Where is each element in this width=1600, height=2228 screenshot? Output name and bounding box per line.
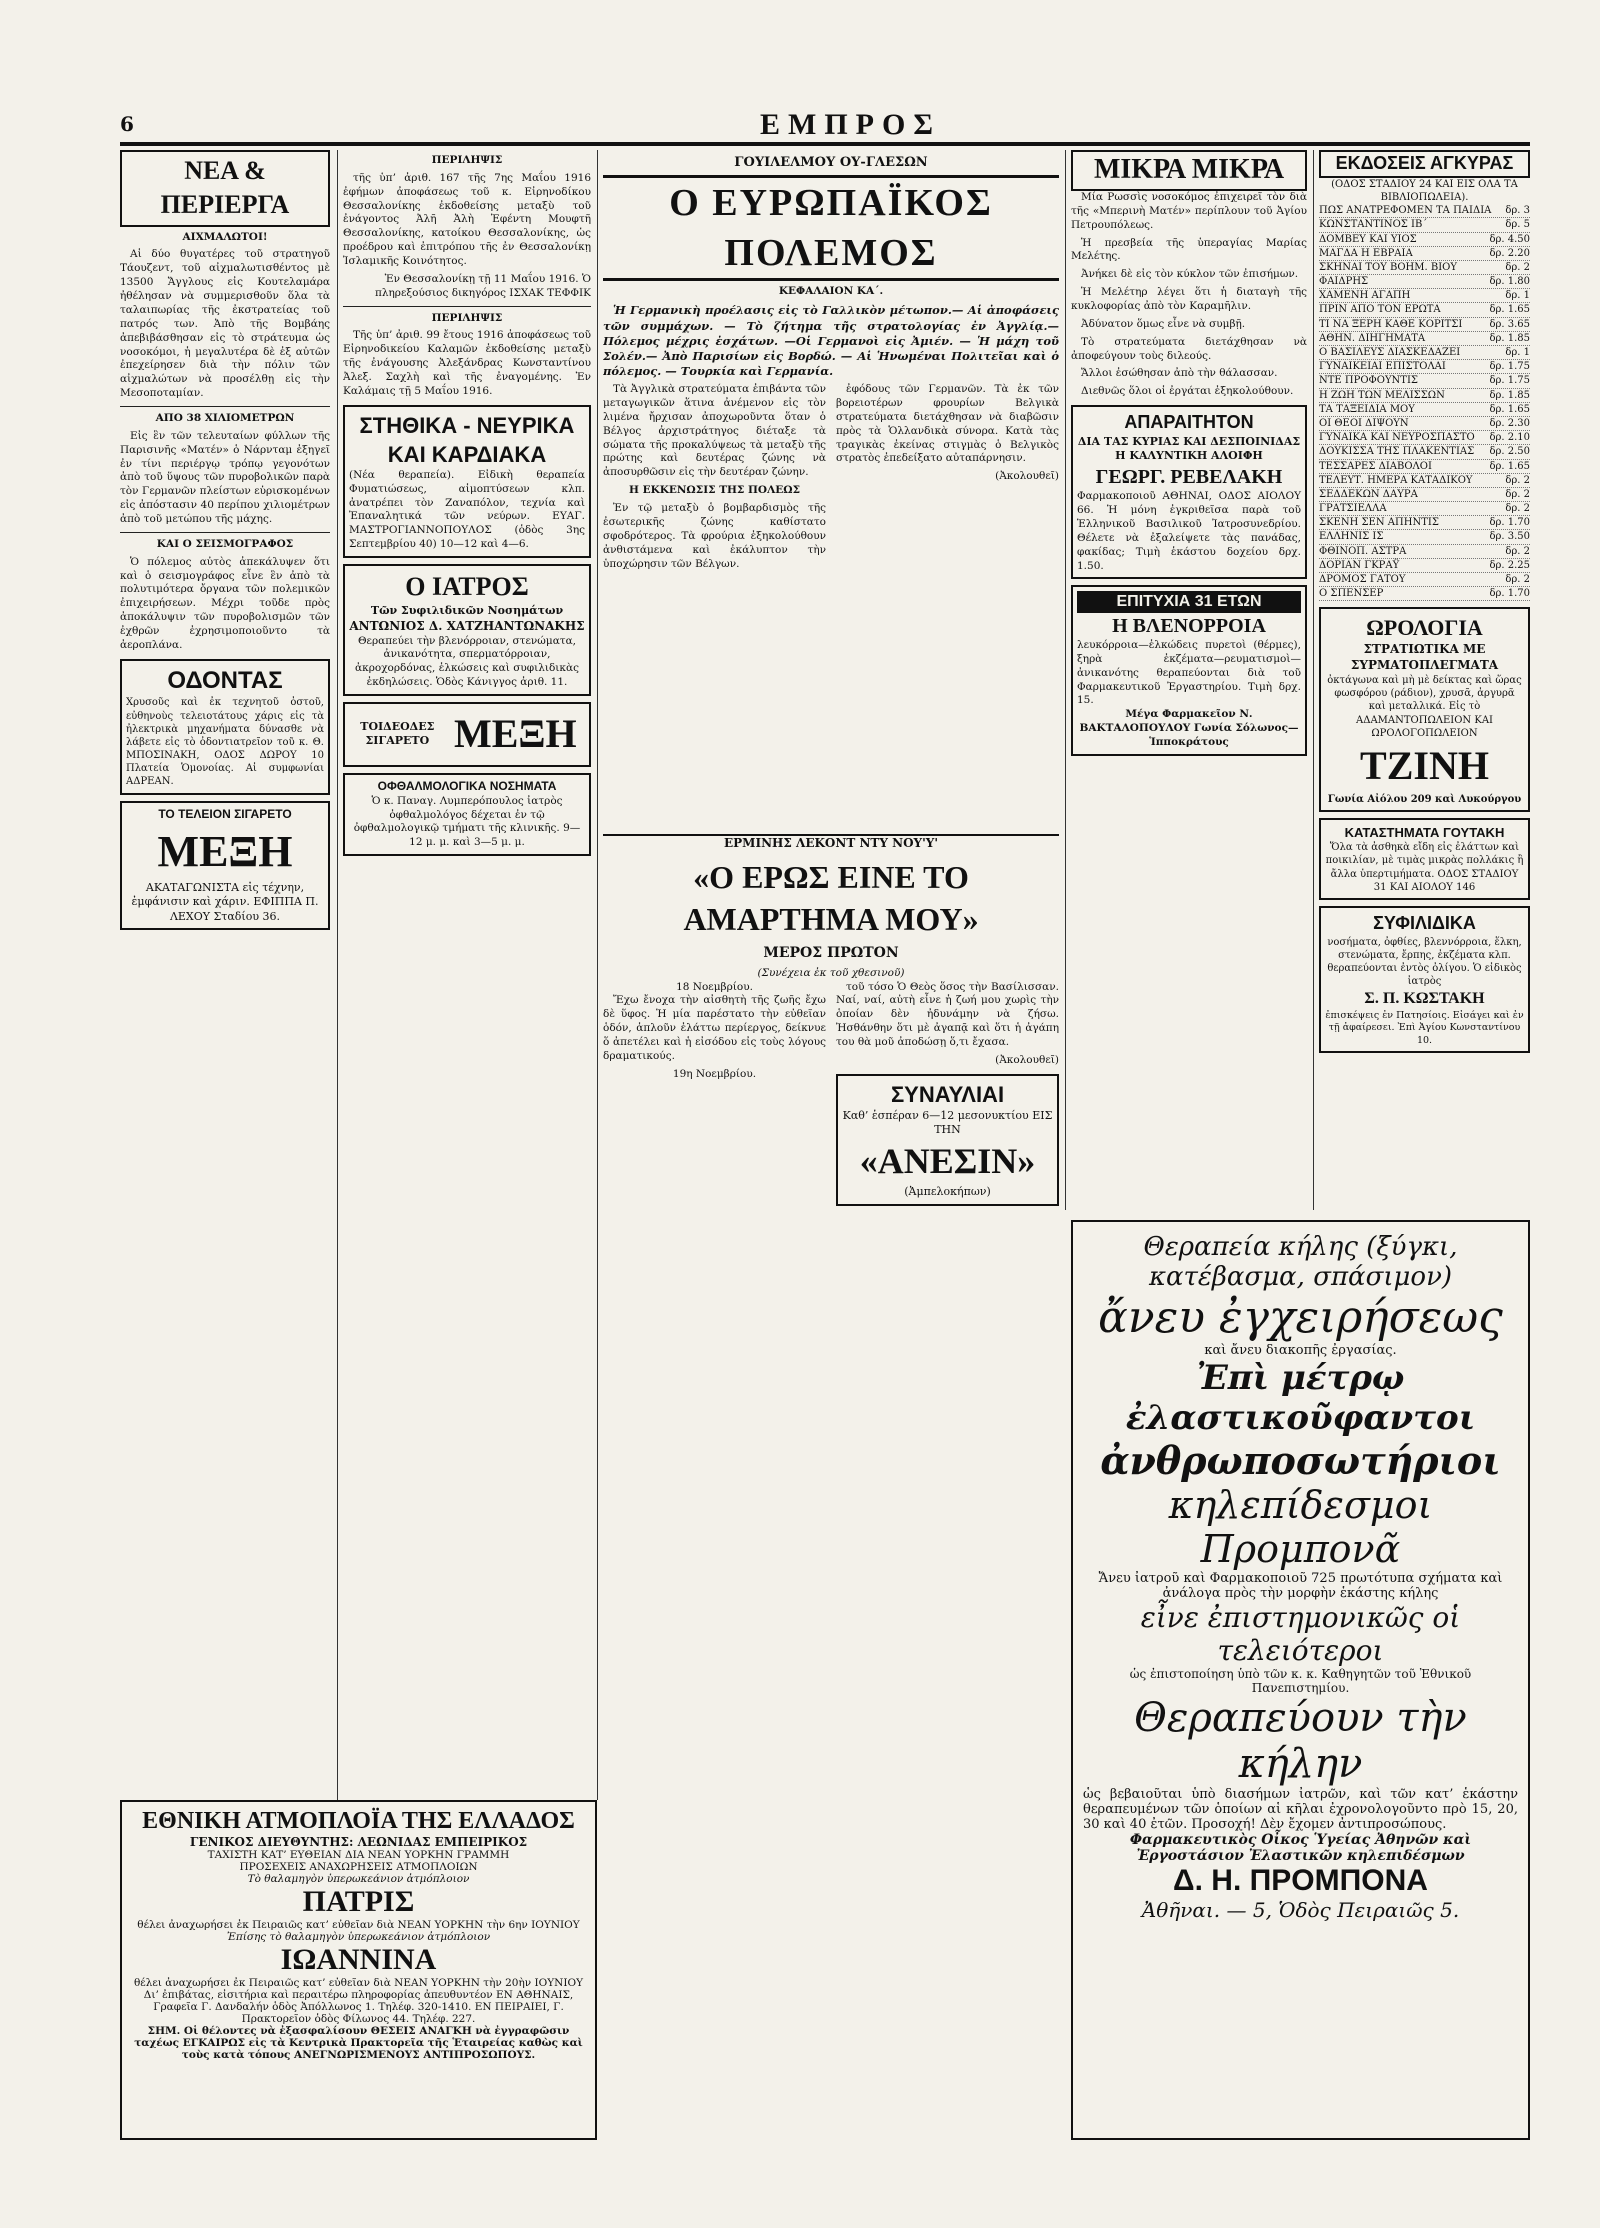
column-divider [337,150,338,1800]
ad-text: νοσήματα, ὀφθίες, βλεννόρροια, ἕλκη, στενώματα, ἔρπης, ἐκζέματα κλπ. θεραπεύονται ἐντὸς ὀλίγου. Ὁ εἰδικὸς ἰατρὸς [1327,936,1522,988]
ship-name: ΠΑΤΡΙΣ [302,1885,415,1918]
book-title: ΤΑ ΤΑΞΕΙΔΙΑ ΜΟΥ [1319,403,1415,415]
hernia-advertisement [1071,1220,1530,2140]
advertisement [120,659,330,795]
book-price: δρ. 1.85 [1489,389,1530,401]
serial-part: ΜΕΡΟΣ ΠΡΩΤΟΝ [763,945,899,962]
ad-brand: Δ. Η. ΠΡΟΜΠΟΝΑ [1173,1864,1428,1897]
notice-heading: ΠΕΡΙΛΗΨΙΣ [431,154,503,166]
advertisement [1319,818,1530,900]
ad-text: Φαρμακοποιοῦ ΑΘΗΝΑΙ, ΟΔΟΣ ΑΙΟΛΟΥ 66. Ἡ μόνη ἐγκριθεῖσα παρὰ τοῦ Ἑλληνικοῦ Βασιλικοῦ Ἰατροσυνεδρίου. Θέλετε νὰ ἐξαλείψετε τὰς πανάδας, φακίδας; Τιμὴ ἑκάστου δοχείου δρχ. 1.50. [1077,490,1301,572]
ad-title: ΩΡΟΛΟΓΙΑ [1366,615,1483,641]
article-chapter: ΚΕΦΑΛΑΙΟΝ ΚΑ΄. [778,285,884,298]
divider [120,532,330,533]
ad-title: ΕΘΝΙΚΗ ΑΤΜΟΠΛΟΪΑ ΤΗΣ ΕΛΛΑΔΟΣ [142,1808,575,1834]
ad-headline: Ἐπὶ μέτρῳ ἐλαστικοῦφαντοι [1125,1358,1476,1438]
news-item: Ἄλλοι ἐσώθησαν ἀπὸ τὴν θάλασσαν. [1081,367,1278,380]
book-item [1319,261,1530,275]
book-item [1319,233,1530,247]
book-item [1319,474,1530,488]
book-title: ΜΑΓΔΑ Η ΕΒΡΑΙΑ [1319,247,1413,259]
article-heading: ΚΑΙ Ο ΣΕΙΣΜΟΓΡΑΦΟΣ [156,537,294,550]
ad-line: ὡς βεβαιοῦται ὑπὸ διασήμων ἰατρῶν, καὶ τῶν κατ’ ἑκάστην θεραπευμένων τῶν ὁποίων αἱ κῆλαι ἐχρονολογοῦντο πρὸ 15, 20, 30 καὶ 40 ἐτῶν. Προσοχή! Δὲν ἔχομεν ἀντιπροσώπους. [1083,1787,1518,1832]
ad-subtitle: (Ἀμπελοκήπων) [904,1185,991,1199]
book-item [1319,374,1530,388]
article-summary: Ἡ Γερμανικὴ προέλασις εἰς τὸ Γαλλικὸν μέτωπον.— Αἱ ἀποφάσεις τῶν συμμάχων. — Τὸ ζήτημα τῆς στρατολογίας ἐν Ἀγγλίᾳ.— Πόλεμος μέχρις ἐσχάτων. —Οἱ Γερμανοὶ εἰς Ἀμιέν. — Ἡ μάχη τοῦ Σολέν.— Ἀπὸ Παρισίων εἰς Βορδώ. — Αἱ Ἡνωμέναι Πολιτεῖαι καὶ ὁ πόλεμος. — Τουρκία καὶ Γερμανία. [603,303,1059,379]
ad-brand: «ΑΝΕΣΙΝ» [859,1140,1036,1181]
serial-date: 18 Νοεμβρίου. [676,980,753,993]
book-price: δρ. 2 [1505,503,1530,515]
ad-headline: εἶνε ἐπιστημονικῶς οἱ τελειότεροι [1140,1601,1461,1667]
ad-signature: Μέγα Φαρμακεῖον Ν. ΒΑΚΤΑΛΟΠΟΥΛΟΥ Γωνία Σόλωνος—Ἱπποκράτους [1079,708,1299,748]
news-item: Ἀδύνατον ὅμως εἶνε νὰ συμβῇ. [1081,317,1246,330]
divider [120,406,330,407]
book-item [1319,346,1530,360]
book-price: δρ. 1 [1505,347,1530,358]
ad-title: ΣΥΦΙΛΙΔΙΚΑ [1373,912,1476,933]
book-price: δρ. 1.80 [1489,276,1530,288]
ad-name: Σ. Π. ΚΩΣΤΑΚΗ [1364,990,1485,1008]
book-item [1319,218,1530,232]
ad-subtitle: ΔΙΑ ΤΑΣ ΚΥΡΙΑΣ ΚΑΙ ΔΕΣΠΟΙΝΙΔΑΣ Η ΚΑΛΥΝΤΙΚΗ ΑΛΟΙΦΗ [1077,434,1301,463]
book-price: δρ. 2.25 [1489,559,1530,571]
ad-name: ΑΝΤΩΝΙΟΣ Δ. ΧΑΤΖΗΑΝΤΩΝΑΚΗΣ [349,618,585,633]
ad-address: Ἀθῆναι. — 5, Ὁδὸς Πειραιῶς 5. [1141,1898,1460,1922]
notice-heading: ΠΕΡΙΛΗΨΙΣ [431,311,503,324]
ad-line: Ἄνευ ἰατροῦ καὶ Φαρμακοποιοῦ 725 πρωτότυπα σχήματα καὶ ἀνάλογα πρὸς τὴν μορφὴν ἑκάστης κήλης [1098,1571,1503,1601]
notice-signature: Ἐν Θεσσαλονίκῃ τῇ 11 Μαΐου 1916. Ὁ πληρεξούσιος δικηγόρος ΙΣΧΑΚ ΤΕΦΦΙΚ [374,272,591,299]
books-column [1319,150,1530,1210]
ship-name: ΙΩΑΝΝΙΝΑ [280,1943,437,1976]
article-text: ἐφόδους τῶν Γερμανῶν. Τὰ ἐκ τῶν βορειοτέρων φρουρίων Βελγικὰ στρατεύματα διετάχθησαν νὰ διαβῶσιν πρὸς τὰ Ὁλλανδικὰ σύνορα. Κατὰ τὰς τραγικὰς ἐκείνας στιγμὰς ὁ Βελγικὸς στρατὸς ἐπεδείξατο αὐταπάρνησιν. [836,383,1059,465]
ad-line: Θεραπεία κήλης (ξύγκι, κατέβασμα, σπάσιμον) [1143,1232,1458,1292]
news-item: Ἡ Μελέτηρ λέγει ὅτι ἡ διαταγὴ τῆς κυκλοφορίας ἀπὸ τὸν Καραμῆλιν. [1071,286,1307,312]
book-title: Ο ΣΠΕΝΣΕΡ [1319,588,1384,600]
divider [343,306,591,307]
article-title: Ο ΕΥΡΩΠΑΪΚΟΣ ΠΟΛΕΜΟΣ [603,175,1059,281]
ad-line: θέλει ἀναχωρήσει ἐκ Πειραιῶς κατ’ εὐθεῖαν διὰ ΝΕΑΝ ΥΟΡΚΗΝ τὴν 20ὴν ΙΟΥΝΙΟΥ [133,1977,584,1989]
ad-text: Καθ’ ἑσπέραν 6—12 μεσονυκτίου ΕΙΣ ΤΗΝ [842,1108,1053,1137]
book-title: ΝΤΕ ΠΡΟΦΟΥΝΤΙΣ [1319,375,1418,387]
ad-title: ΟΦΘΑΛΜΟΛΟΓΙΚΑ ΝΟΣΗΜΑΤΑ [377,778,557,793]
ad-line: Ἐπίσης τὸ θαλαμηγὸν ὑπερωκεάνιον ἀτμόπλοιον [226,1931,491,1943]
news-item: Τὸ στρατεύματα διετάχθησαν νὰ ἀποφεύγουν τοὺς διλεούς. [1071,335,1307,362]
advertisement [343,773,591,856]
ad-title: ΣΥΝΑΥΛΙΑΙ [890,1081,1005,1107]
book-item [1319,488,1530,502]
article-text: Τὰ Ἀγγλικὰ στρατεύματα ἐπιβάντα τῶν μεταγωγικῶν ἅτινα ἀνέμενον εἰς τὸν λιμένα ἤρχισαν ἀποχωροῦντα ὅταν ὁ Βέλγος ἀρχιστράτηγος διέταξε τὰ σώματα τῆς προκαλύψεως τὰ μεταξὺ τῆς πρώτης καὶ δευτέρας ζώνης νὰ ἀποσυρθῶσιν εἰς τὴν δευτέραν ζώνην. [603,383,826,479]
book-item [1319,403,1530,417]
book-price: δρ. 1.75 [1489,361,1530,373]
book-price: δρ. 1.70 [1489,588,1530,600]
book-price: δρ. 2 [1505,488,1530,500]
book-price: δρ. 1.65 [1489,304,1530,316]
top-rule [120,142,1530,146]
book-price: δρ. 3.65 [1489,318,1530,330]
book-price: δρ. 2.10 [1489,432,1530,444]
advertisement [343,405,591,558]
book-item [1319,431,1530,445]
book-title: ΟΙ ΘΕΟΙ ΔΙΨΟΥΝ [1319,417,1409,429]
ad-title: ΣΤΗΘΙΚΑ - ΝΕΥΡΙΚΑ ΚΑΙ ΚΑΡΔΙΑΚΑ [359,412,575,467]
book-item [1319,559,1530,573]
book-item [1319,360,1530,374]
book-price: δρ. 4.50 [1489,233,1530,245]
page-number: 6 [120,112,134,136]
ad-subtitle: Τῶν Συφιλιδικῶν Νοσημάτων [370,604,564,618]
news-item: Ἀνήκει δὲ εἰς τὸν κύκλον τῶν ἐπισήμων. [1081,268,1299,281]
ad-title: ΤΟ ΤΕΛΕΙΟΝ ΣΙΓΑΡΕΤΟ [158,806,292,821]
masthead: ΕΜΠΡΟΣ [760,108,941,141]
book-title: ΣΕΔΔΕΚΩΝ ΔΑΥΡΑ [1319,488,1418,500]
book-title: ΔΡΟΜΟΣ ΓΑΤΟΥ [1319,574,1406,585]
ad-title: ΚΑΤΑΣΤΗΜΑΤΑ ΓΟΥΤΑΚΗ [1344,824,1505,840]
serial-date: 19η Νοεμβρίου. [672,1067,757,1080]
book-item [1319,545,1530,559]
article-kicker: ΓΟΥΙΛΕΛΜΟΥ ΟΥ-ΓΛΕΣΩΝ [734,155,928,170]
book-price: δρ. 2 [1505,261,1530,273]
ad-line: ΤΑΧΙΣΤΗ ΚΑΤ’ ΕΥΘΕΙΑΝ ΔΙΑ ΝΕΑΝ ΥΟΡΚΗΝ ΓΡΑΜΜΗ [207,1849,510,1861]
article-heading: ΑΙΧΜΑΛΩΤΟΙ! [182,230,268,243]
book-price: δρ. 5 [1505,219,1530,231]
ad-line: ὡς ἐπιστοποίηση ὑπὸ τῶν κ. κ. Καθηγητῶν τοῦ Ἐθνικοῦ Πανεπιστημίου. [1129,1667,1472,1695]
book-item [1319,530,1530,544]
book-item [1319,587,1530,601]
news-item: Διεθνῶς ὅλοι οἱ ἐργάται ἐξηκολούθουν. [1081,385,1294,398]
book-price: δρ. 2.20 [1489,247,1530,259]
book-item [1319,275,1530,289]
book-title: ΠΩΣ ΑΝΑΤΡΕΦΟΜΕΝ ΤΑ ΠΑΙΔΙΑ [1319,205,1492,217]
book-item [1319,247,1530,261]
book-price: δρ. 3.50 [1489,531,1530,543]
book-item [1319,460,1530,474]
advertisement [343,564,591,696]
book-price: δρ. 2 [1505,474,1530,486]
shipping-advertisement [120,1800,597,2140]
ad-title: ΟΔΟΝΤΑΣ [167,666,283,694]
book-title: ΣΚΕΝΗ ΣΕΝ ΑΠΗΝΤΙΣ [1319,517,1439,529]
book-title: ΔΟΜΒΕΥ ΚΑΙ ΥΙΟΣ [1319,233,1417,245]
book-title: ΓΥΝΑΙΚΕΙΑΙ ΕΠΙΣΤΟΛΑΙ [1319,361,1446,373]
ad-director: ΓΕΝΙΚΟΣ ΔΙΕΥΘΥΝΤΗΣ: ΛΕΩΝΙΔΑΣ ΕΜΠΕΙΡΙΚΟΣ [189,1835,528,1849]
book-price: δρ. 1 [1505,290,1530,302]
article-text: Ἐν τῷ μεταξὺ ὁ βομβαρδισμὸς τῆς ἐσωτερικῆς ζώνης καθίστατο σφοδρότερος. Τὰ φρούρια ἐξηκολούθουν ἀνθιστάμενα καὶ ἐκάλυπτον τὴν ὑποχώρησιν τῶν Βέλγων. [603,502,826,570]
ad-name: ΓΕΩΡΓ. ΡΕΒΕΛΑΚΗ [1095,465,1283,488]
books-list [1319,204,1530,601]
serial-text: Ἔχω ἔνοχα τὴν αἰσθητὴ τῆς ζωῆς ἔχω δὲ ὕφος. Ἡ μία παρέστατο τὴν εὐθεῖαν ὁδόν, ἁπλοῦν ἐλάττω περίεργος, δείκνυε ὅ ἀπετέλει καὶ ἡ εἰσόδου εἰς τοὺς λόγους δραματικούς. [603,994,826,1062]
ad-headline: Θεραπεύουν τὴν κήλην [1134,1695,1467,1787]
ad-headline: ἄνευ ἐγχειρήσεως [1098,1292,1503,1343]
ad-line: Δι’ ἐπιβάτας, εἰσιτήρια καὶ περαιτέρω πληροφορίας ἀπευθυντέον ΕΝ ΑΘΗΝΑΙΣ, Γραφεῖα Γ. Δανδαλήν ὁδὸς Ἀπόλλωνος 1. Τηλέφ. 320-1410. ΕΝ ΠΕΙΡΑΙΕΙ, Γ. Πρακτορεῖον ὁδὸς Φίλωνος 44. Τηλέφ. 227. [143,1989,574,2025]
ad-brand: ΤΖΙΝΗ [1360,743,1489,788]
advertisement [343,702,591,767]
section-title: ΕΚΔΟΣΕΙΣ ΑΓΚΥΡΑΣ [1319,150,1530,178]
book-price: δρ. 2 [1505,574,1530,585]
advertisement [1319,607,1530,812]
ad-subtitle: ΣΤΡΑΤΙΩΤΙΚΑ ΜΕ ΣΥΡΜΑΤΟΠΛΕΓΜΑΤΑ [1350,642,1499,673]
book-item [1319,318,1530,332]
ad-text: Χρυσοῦς καὶ ἐκ τεχνητοῦ ὀστοῦ, εὐθηνοὺς τελειοτάτους χάρις εἰς τὰ ἠλεκτρικὰ μηχανήματα δύνασθε νὰ λάβετε εἰς τὸ ὀδοντιατρεῖον τοῦ κ. Θ. ΜΠΟΣΙΝΑΚΗ, ΟΔΟΣ ΔΩΡΟΥ 10 Πλατεία Ὁμονοίας. Αἱ συμφωνίαι ΑΔΡΕΑΝ. [126,697,324,788]
ad-title: Ο ΙΑΤΡΟΣ [405,571,529,601]
column-divider [1313,150,1314,1210]
ad-line: Φαρμακευτικὸς Οἶκος Ὑγείας Ἀθηνῶν καὶ Ἐργοστάσιον Ἐλαστικῶν κηλεπιδέσμων [1129,1832,1472,1864]
ad-address: ἐπισκέψεις ἐν Πατησίοις. Εἰσάγει καὶ ἐν τῇ ἀφαίρεσει. Ἐπὶ Ἀγίου Κωνσταντίνου 10. [1325,1009,1524,1046]
book-title: ΤΕΛΕΥΤ. ΗΜΕΡΑ ΚΑΤΑΔΙΚΟΥ [1319,474,1473,486]
ad-line: ΠΡΟΣΕΧΕΙΣ ΑΝΑΧΩΡΗΣΕΙΣ ΑΤΜΟΠΛΟΙΩΝ [239,1861,478,1873]
column-divider [597,150,598,1800]
book-item [1319,389,1530,403]
serial-next: (Ἀκολουθεῖ) [995,1053,1059,1066]
ad-title: ΕΠΙΤΥΧΙΑ 31 ΕΤΩΝ [1077,591,1301,612]
ad-text: Θεραπεύει τὴν βλενόρροιαν, στενώματα, ἀνικανότητα, σπερματόρροιαν, ἀκροχορδόνας, ἑλκώσεις καὶ συφιλιδικὰς ἐκδηλώσεις. Ὁδὸς Κάνιγγος ἀριθ. 11. [355,634,579,689]
book-price: δρ. 2.50 [1489,446,1530,458]
ad-address: Γωνία Αἰόλου 209 καὶ Λυκούργου [1327,793,1522,805]
book-price: δρ. 1.75 [1489,375,1530,387]
notice-text: τῆς ὑπ’ ἀριθ. 167 τῆς 7ης Μαΐου 1916 ἐφήμων ἀποφάσεως τοῦ κ. Εἰρηνοδίκου Θεσσαλονίκης ἐκδοθείσης μεταξὺ τοῦ ἐνάγοντος Ἀλῆ Ἀλὴ Ἐφέντη Μουφτῆ Θεσσαλονίκης, κατοίκου Θεσσαλονίκης, ὡς προέδρου καὶ ἐπιτρόπου τῆς ἐν Θεσσαλονίκῃ Ἰσλαμικῆς Κοινότητος. [343,171,591,268]
book-title: ΦΘΙΝΟΠ. ΑΣΤΡΑ [1319,545,1407,557]
book-item [1319,516,1530,530]
book-item [1319,332,1530,346]
book-title: ΤΕΣΣΑΡΕΣ ΔΙΑΒΟΛΟΙ [1319,460,1432,472]
book-title: ΕΛΛΗΝΙΣ ΙΣ [1319,531,1384,543]
article-heading: ΑΠΟ 38 ΧΙΛΙΟΜΕΤΡΩΝ [155,411,295,424]
book-item [1319,445,1530,459]
ad-line: θέλει ἀναχωρήσει ἐκ Πειραιῶς κατ’ εὐθεῖαν διὰ ΝΕΑΝ ΥΟΡΚΗΝ τὴν 6ην ΙΟΥΝΙΟΥ [137,1919,580,1931]
ad-text: (Νέα θεραπεία). Εἰδικὴ θεραπεία Φυματιώσεως, αἱμοπτύσεων κλπ. ἀνατρέπει τὸν Ζαναπόλον, τεχνία καὶ Ἐπαναλητικά τῶν νεύρων. ΕΥΑΓ. ΜΑΣΤΡΟΓΙΑΝΝΟΠΟΥΛΟΣ (ὁδὸς 3ης Σεπτεμβρίου 40) 10—12 καὶ 4—6. [349,468,585,551]
book-title: ΠΡΙΝ ΑΠΟ ΤΟΝ ΕΡΩΤΑ [1319,304,1441,316]
ad-text: λευκόρροια—ἑλκώδεις πυρετοὶ (θέρμες), ξηρὰ ἐκζέματα—ρευματισμοὶ—ἀνικανότης θεραπεύονται διὰ τοῦ Φαρμακευτικοῦ Ἐργαστηρίου. Τιμὴ δρχ. 15. [1077,638,1301,707]
ad-text: ΑΚΑΤΑΓΩΝΙΣΤΑ εἰς τέχνην, ἐμφάνισιν καὶ χάριν. ΕΦΙΠΠΑ Π. ΛΕΧΟΥ Σταδίου 36. [131,880,319,923]
book-title: ΣΚΗΝΑΙ ΤΟΥ ΒΟΗΜ. ΒΙΟΥ [1319,261,1457,273]
article-text: Εἰς ἓν τῶν τελευταίων φύλλων τῆς Παρισινῆς «Ματέν» ὁ Νάρνταμ ἐξηγεῖ ἐν τίνι περιέργῳ τρόπῳ γεγονότων ἀπὸ τοῦ ὕψους τῶν πυροβολικῶν παρὰ τὸν Γερμανῶν πλείστων εὑρισκομένων εἰς ἀπόστασιν 40 περίπου χιλιομέτρων ἀπὸ τοῦ μετώπου τῆς μάχης. [120,429,330,525]
book-title: ΦΑΙΔΡΗΣ [1319,276,1369,288]
book-item [1319,303,1530,317]
article-subheading: Η ΕΚΚΕΝΩΣΙΣ ΤΗΣ ΠΟΛΕΩΣ [629,484,800,497]
ad-title: ΑΠΑΡΑΙΤΗΤΟΝ [1124,412,1254,433]
book-item [1319,289,1530,303]
section-title: ΝΕΑ & ΠΕΡΙΕΡΓΑ [120,150,330,227]
book-title: ΓΡΑΤΣΙΕΛΛΑ [1319,503,1387,515]
news-column [120,150,330,1790]
book-price: δρ. 3 [1505,205,1530,217]
book-price: δρ. 1.65 [1489,460,1530,472]
serial-text: τοῦ τόσο Ὁ Θεὸς ὅσος τὴν Βασίλισσαν. Ναί, ναί, αὐτὴ εἶνε ἡ ζωή μου χωρὶς τὴν ὁποίαν δὲν ἠδυνάμην νὰ ζήσω. Ἠσθάνθην ὅτι μὲ ἀγαπᾷ καὶ ὅτι ἡ ἀγάπη του θὰ μοῦ ἀποδώσῃ ὅ,τι ἔχασα. [836,980,1059,1049]
news-item: Ἡ πρεσβεία τῆς ὑπεραγίας Μαρίας Μελέτης. [1071,236,1307,263]
legal-column [343,150,591,1790]
advertisement [1071,585,1307,755]
serial-novel [603,830,1059,1800]
article-continued: (Ἀκολουθεῖ) [995,470,1059,483]
book-price: δρ. 1.70 [1489,517,1530,529]
news-item: Μία Ρωσσὶς νοσοκόμος ἐπιχειρεῖ τὸν διὰ τῆς «Μπερινὴ Ματέν» περίπλουν τοῦ Ἀγίου Πετρουπόλεως. [1071,190,1307,231]
ad-headline: κηλεπίδεσμοι Προμπονᾶ [1168,1483,1433,1571]
ad-headline: ἀνθρωποσωτήριοι [1100,1438,1501,1483]
book-price: δρ. 2 [1505,545,1530,557]
book-price: δρ. 1.65 [1489,403,1530,415]
book-item [1319,573,1530,587]
advertisement [1319,906,1530,1053]
ad-brand: ΜΕΞΗ [454,711,577,757]
feature-article [603,150,1059,820]
section-title: ΜΙΚΡΑ ΜΙΚΡΑ [1071,150,1307,191]
book-title: ΧΑΜΕΝΗ ΑΓΑΠΗ [1319,290,1411,302]
ad-line: Τὸ θαλαμηγὸν ὑπερωκεάνιον ἀτμόπλοιον [247,1873,470,1885]
ad-brand: ΜΕΞΗ [157,826,293,876]
advertisement [120,801,330,930]
book-title: ΑΘΗΝ. ΔΙΗΓΗΜΑΤΑ [1319,332,1426,344]
article-text: Ὁ πόλεμος αὐτὸς ἀπεκάλυψεν ὅτι καὶ ὁ σεισμογράφος εἶνε ἓν ἀπὸ τὰ πολυτιμότερα ὄργανα τῶν πολεμικῶν ἐπιχειρήσεων. Μέχρι τοῦδε πρὸς ἀποκάλυψιν τῶν πυροβολισμῶν τῶν ἐχθρῶν ἐχρησιμοποιοῦντο τὰ ἀεροπλάνα. [120,555,330,651]
ad-text: Ὅλα τὰ ἀσθηκὰ εἴδη εἰς ἐλάττων καὶ ποικιλίαν, μὲ τιμὰς μικρὰς πολλάκις ἢ ἄλλα ὑπερτιμήματα. ΟΔΟΣ ΣΤΑΔΙΟΥ 31 ΚΑΙ ΑΙΟΛΟΥ 146 [1325,842,1524,893]
advertisement [1071,405,1307,579]
ad-subtitle: Η ΒΛΕΝΟΡΡΟΙΑ [1112,614,1266,637]
book-title: ΤΙ ΝΑ ΞΕΡΗ ΚΑΘΕ ΚΟΡΙΤΣΙ [1319,318,1463,330]
article-text: Αἱ δύο θυγατέρες τοῦ στρατηγοῦ Τάουζεντ, τοῦ αἰχμαλωτισθέντος μὲ 13500 Ἄγγλους εἰς Κουτελαμάρα ἠθέλησαν νὰ συμμερισθοῦν ὅλα τὰ ταλαιπωρίας τῆς ἐκστρατείας τοῦ πατρός των. Ἀπὸ τῆς Βομβάης ἀπεβιβάσθησαν εἰς τὸ στράτευμα ὡς νοσοκόμοι, ἡ μεγαλυτέρα δὲ ἐξ αὐτῶν ἐπεχείρησεν διὰ τὴν πόλιν τῶν αἰχμαλώτων νὰ προσέλθῃ εἰς τὴν Μεσοποταμίαν. [120,248,330,400]
short-news-column [1071,150,1307,1210]
serial-continued: (Συνέχεια ἐκ τοῦ χθεσινοῦ) [757,966,905,979]
serial-title: «Ο ΕΡΩΣ ΕΙΝΕ ΤΟ ΑΜΑΡΤΗΜΑ ΜΟΥ» [683,858,979,938]
book-item [1319,502,1530,516]
notice-text: Τῆς ὑπ’ ἀριθ. 99 ἔτους 1916 ἀποφάσεως τοῦ Εἰρηνοδικείου Καλαμῶν ἐκδοθείσης μεταξὺ τῆς ἐνάγουσης Ἀλεξάνδρας Κωνσταντίνου Ἀλεξ. Σαχλὴ καὶ τῆς ἐναγομένης. Ἐν Καλάμαις τῇ 5 Μαΐου 1916. [343,329,591,397]
book-title: Ο ΒΑΣΙΛΕΥΣ ΔΙΑΣΚΕΔΑΖΕΙ [1319,347,1461,358]
book-title: ΔΟΡΙΑΝ ΓΚΡΑΫ [1319,559,1400,571]
book-title: ΓΥΝΑΙΚΑ ΚΑΙ ΝΕΥΡΟΣΠΑΣΤΟ [1319,432,1475,444]
books-address: (ΟΔΟΣ ΣΤΑΔΙΟΥ 24 ΚΑΙ ΕΙΣ ΟΛΑ ΤΑ ΒΙΒΛΙΟΠΩΛΕΙΑ). [1331,178,1518,203]
ad-text: ὀκτάγωνα καὶ μὴ μὲ δείκτας καὶ ὥρας φωσφόρου (ράδιον), χρυσᾶ, ἀργυρᾶ καὶ μεταλλικά. Εἰς τὸ ΑΔΑΜΑΝΤΟΠΩΛΕΙΟΝ ΚΑΙ ΩΡΟΛΟΓΟΠΩΛΕΙΟΝ [1327,675,1522,739]
column-divider [1065,150,1066,1210]
serial-author: ΕΡΜΙΝΗΣ ΛΕΚΟΝΤ ΝΤΥ ΝΟΥ'Υ' [603,834,1059,852]
book-title: ΔΟΥΚΙΣΣΑ ΤΗΣ ΠΛΑΚΕΝΤΙΑΣ [1319,446,1475,458]
book-title: Η ΖΩΗ ΤΩΝ ΜΕΛΙΣΣΩΝ [1319,389,1445,401]
book-item [1319,417,1530,431]
ad-title: ΤΟΙΔΕΟΔΕΣ ΣΙΓΑΡΕΤΟ [360,719,435,748]
ad-line: ΣΗΜ. Οἱ θέλοντες νὰ ἐξασφαλίσουν ΘΕΣΕΙΣ ΑΝΑΓΚΗ νὰ ἐγγραφῶσιν ταχέως ΕΓΚΑΙΡΩΣ εἰς τὰ Κεντρικὰ Πρακτορεῖα τῆς Ἑταιρείας καθὼς καὶ τοὺς κατὰ τόπους ΑΝΕΓΝΩΡΙΣΜΕΝΟΥΣ ΑΝΤΙΠΡΟΣΩΠΟΥΣ. [134,2025,583,2061]
book-price: δρ. 2.30 [1489,417,1530,429]
ad-text: Ὁ κ. Παναγ. Λυμπερόπουλος ἰατρὸς ὀφθαλμολόγος δέχεται ἐν τῷ ὀφθαλμολογικῷ τμήματι τῆς κλινικῆς. 9—12 μ. μ. καὶ 3—5 μ. μ. [353,794,581,849]
book-price: δρ. 1.85 [1489,332,1530,344]
advertisement [836,1074,1059,1206]
book-item [1319,204,1530,218]
book-title: ΚΩΝΣΤΑΝΤΙΝΟΣ ΙΒ΄ [1319,219,1428,231]
ad-line: καὶ ἄνευ διακοπῆς ἐργασίας. [1204,1343,1397,1358]
